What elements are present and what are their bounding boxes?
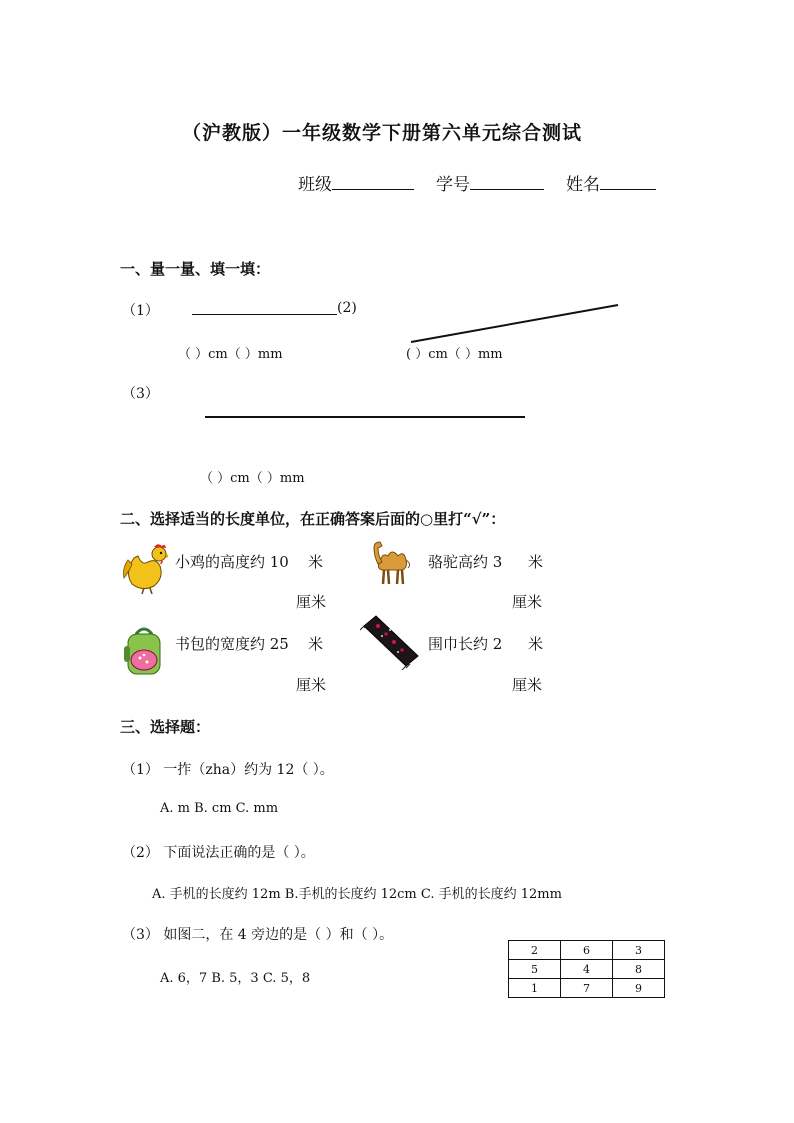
grid-cell: 2 <box>509 941 561 960</box>
name-field[interactable] <box>600 173 656 190</box>
name-label: 姓名 <box>566 175 600 195</box>
class-label: 班级 <box>298 175 332 195</box>
scarf-icon <box>360 612 422 670</box>
rooster-icon <box>120 542 168 594</box>
grid-cell: 6 <box>561 941 613 960</box>
s3-q2: （2） 下面说法正确的是（ ）。 <box>122 845 315 861</box>
item-1-option-centimeter[interactable]: 厘米 <box>296 593 327 611</box>
s3-q2-options: A. 手机的长度约 12m B.手机的长度约 12cm C. 手机的长度约 12mm <box>152 887 562 902</box>
item-4-option-centimeter[interactable]: 厘米 <box>512 676 543 694</box>
s3-q3: （3） 如图二，在 4 旁边的是（ ）和（ ）。 <box>122 927 394 943</box>
s3-q1: （1） 一拃（zha）约为 12（ ）。 <box>122 762 334 778</box>
s3-q1-options: A. m B. cm C. mm <box>160 801 279 816</box>
grid-cell: 7 <box>561 979 613 998</box>
item-2-option-centimeter[interactable]: 厘米 <box>512 593 543 611</box>
grid-cell: 8 <box>613 960 665 979</box>
segment-3 <box>205 416 525 418</box>
grid-cell: 9 <box>613 979 665 998</box>
q1-label: （1） <box>122 303 159 319</box>
grid-cell: 4 <box>561 960 613 979</box>
item-3-option-meter[interactable]: 米 <box>308 635 324 653</box>
page-title: （沪教版）一年级数学下册第六单元综合测试 <box>182 122 583 144</box>
item-3-option-centimeter[interactable]: 厘米 <box>296 676 327 694</box>
segment-2 <box>408 300 622 346</box>
item-2-text: 骆驼高约 3 <box>428 553 503 571</box>
item-3-text: 书包的宽度约 25 <box>175 635 289 653</box>
camel-icon <box>368 538 420 588</box>
segment-1 <box>192 314 337 315</box>
section-1-heading: 一、量一量、填一填： <box>120 260 271 278</box>
q1-answer: （ ）cm（ ）mm <box>178 347 283 362</box>
q3-label: （3） <box>122 386 159 402</box>
section-3-heading: 三、选择题： <box>120 718 211 736</box>
grid-cell: 3 <box>613 941 665 960</box>
grid-cell: 5 <box>509 960 561 979</box>
item-4-option-meter[interactable]: 米 <box>528 635 544 653</box>
backpack-icon <box>120 624 168 680</box>
number-label: 学号 <box>436 175 470 195</box>
number-field[interactable] <box>470 173 544 190</box>
section-2-heading: 二、选择适当的长度单位，在正确答案后面的○里打“√”： <box>120 510 506 528</box>
grid-cell: 1 <box>509 979 561 998</box>
item-1-option-meter[interactable]: 米 <box>308 553 324 571</box>
class-field[interactable] <box>332 173 414 190</box>
item-1-text: 小鸡的高度约 10 <box>175 553 289 571</box>
student-info <box>298 170 656 195</box>
item-2-option-meter[interactable]: 米 <box>528 553 544 571</box>
q2-label: (2) <box>337 300 357 316</box>
item-4-text: 围巾长约 2 <box>428 635 503 653</box>
q3-answer: （ ）cm（ ）mm <box>200 471 305 486</box>
q2-answer: ( ）cm（ ）mm <box>406 347 503 362</box>
s3-q3-options: A. 6，7 B. 5，3 C. 5，8 <box>160 971 311 986</box>
number-grid <box>508 940 665 998</box>
